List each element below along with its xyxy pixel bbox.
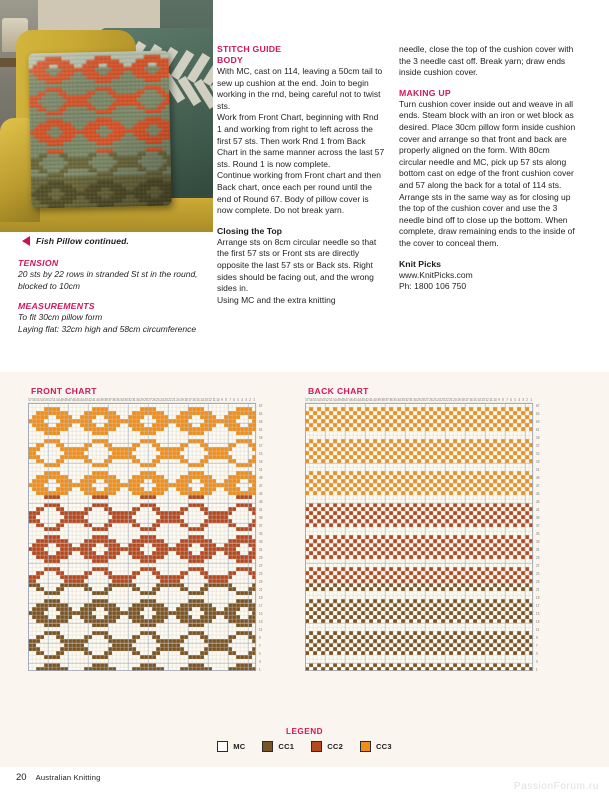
closing-paragraph-2: Using MC and the extra knitting	[217, 294, 336, 305]
making-up-paragraph: Turn cushion cover inside out and weave in all ends. Steam block with an iron or wet block as desired. Place 30cm pillow form inside cushion cover and arrange so that front and back are properly aligned on the form. With 80cm circular needle and MC, pick up 57 sts along bottom cast on edge of the front cushion cover and 57 along the back for a total of 114 sts. Arrange sts in the same way as for closing up the top of the cushion cover and use the 3 needle bind off to close up the bottom. When complete, draw remaining ends to the inside of the cover to conceal them.	[399, 98, 576, 248]
legend-label-cc2: CC2	[327, 742, 343, 751]
closing-top-heading: Closing the Top	[217, 225, 282, 236]
cushion-knit-texture	[28, 51, 171, 209]
measurements-line-1: To fit 30cm pillow form	[18, 312, 103, 323]
back-chart	[305, 396, 545, 671]
brand-phone: Ph: 1800 106 750	[399, 281, 467, 292]
legend-item-cc1	[262, 741, 294, 752]
photo-fish-cushion	[28, 51, 171, 209]
body-heading: BODY	[217, 55, 244, 65]
legend	[0, 727, 609, 752]
front-chart	[28, 396, 268, 671]
triangle-left-icon	[22, 236, 30, 246]
legend-swatch-cc1	[262, 741, 273, 752]
legend-label-cc3: CC3	[376, 742, 392, 751]
front-chart-grid	[28, 396, 268, 671]
legend-title: LEGEND	[285, 727, 324, 736]
brand-website: www.KnitPicks.com	[399, 269, 473, 280]
making-up-heading: MAKING UP	[399, 87, 451, 98]
back-chart-title: BACK CHART	[308, 386, 369, 396]
legend-swatch-cc2	[311, 741, 322, 752]
legend-items	[0, 741, 609, 752]
legend-item-mc	[217, 741, 245, 752]
body-paragraph-1: With MC, cast on 114, leaving a 50cm tail to sew up cushion at the end. Join to begin working in the rnd, being careful not to twist sts.	[217, 66, 383, 111]
continuation-paragraph: needle, close the top of the cushion cover with the 3 needle cast off. Break yarn; draw ends inside cushion cover.	[399, 44, 574, 78]
legend-item-cc2	[311, 741, 343, 752]
tension-heading: TENSION	[18, 258, 59, 268]
magazine-name: Australian Knitting	[35, 773, 101, 782]
right-text-column	[399, 44, 579, 293]
chart-panel	[0, 372, 609, 767]
stitch-guide-heading: STITCH GUIDE	[217, 44, 282, 54]
body-paragraph-3: Continue working from Front chart and then Back chart, once each per round until the end of Round 67. Body of pillow cover is now complete. Do not break yarn.	[217, 170, 381, 216]
legend-item-cc3	[360, 741, 392, 752]
back-chart-grid	[305, 396, 545, 671]
watermark: PassionForum.ru	[513, 781, 599, 792]
page-number: 20	[16, 772, 27, 783]
body-paragraph-2: Work from Front Chart, beginning with Rnd 1 and working from right to left across the first 57 sts. Then work Rnd 1 from Back Chart in the same manner across the last 57 sts. Round 1 is now complete.	[217, 112, 385, 169]
measurements-line-2: Laying flat: 32cm high and 58cm circumference	[18, 323, 197, 334]
brand-name: Knit Picks	[399, 258, 442, 269]
tension-text: 20 sts by 22 rows in stranded St st in the round, blocked to 10cm	[18, 269, 198, 291]
fish-pillow-photo	[0, 0, 213, 232]
page-footer	[16, 772, 101, 783]
closing-paragraph-1: Arrange sts on 8cm circular needle so that the first 57 sts or Front sts are directly opposite the last 57 sts or Back sts. Right sides should be facing out, and the wrong sides in.	[217, 236, 377, 294]
continued-label: Fish Pillow continued.	[36, 236, 129, 246]
continued-note	[22, 236, 129, 246]
legend-label-mc: MC	[233, 742, 246, 751]
middle-text-column	[217, 44, 385, 306]
left-text-column	[18, 258, 208, 335]
legend-swatch-cc3	[360, 741, 371, 752]
legend-label-cc1: CC1	[278, 742, 295, 751]
legend-swatch-mc	[217, 741, 228, 752]
measurements-heading: MEASUREMENTS	[18, 301, 95, 312]
front-chart-title: FRONT CHART	[31, 386, 97, 396]
